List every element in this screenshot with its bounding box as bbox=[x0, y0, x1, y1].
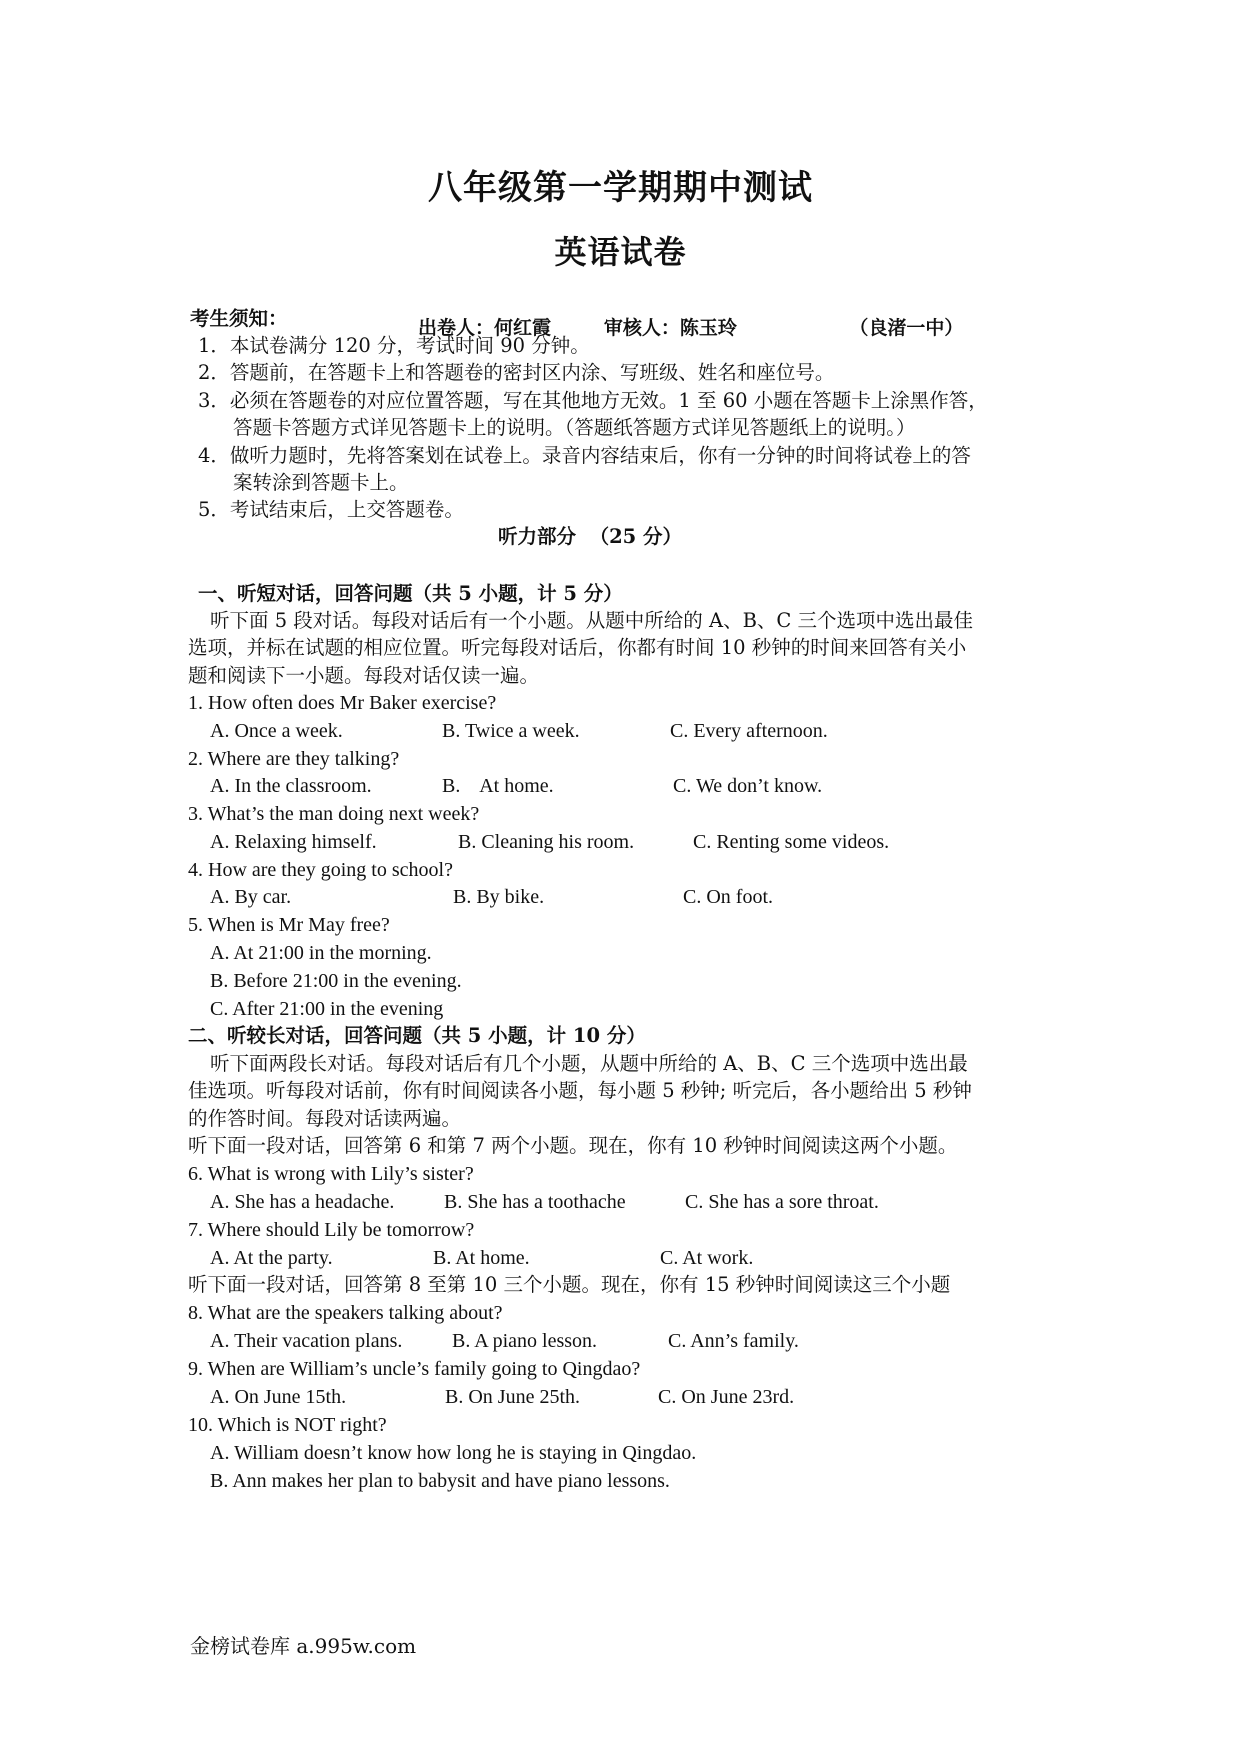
option-a: A. She has a headache. bbox=[210, 1191, 395, 1213]
notice-item: 1．本试卷满分 120 分，考试时间 90 分钟。 bbox=[198, 334, 590, 357]
option-c: C. After 21:00 in the evening bbox=[210, 998, 444, 1020]
option-b: B. Ann makes her plan to babysit and have piano lessons. bbox=[210, 1470, 670, 1492]
question: 5. When is Mr May free? bbox=[188, 914, 390, 936]
option-b: B. Cleaning his room. bbox=[458, 831, 635, 853]
question: 10. Which is NOT right? bbox=[188, 1414, 387, 1436]
section-title: 听力部分 （25 分） bbox=[498, 525, 683, 548]
option-a: A. Once a week. bbox=[210, 720, 343, 742]
option-c: C. Renting some videos. bbox=[693, 831, 890, 853]
footer-watermark: 金榜试卷库 a.995w.com bbox=[190, 1634, 417, 1658]
part2-heading: 二、听较长对话，回答问题（共 5 小题，计 10 分） bbox=[188, 1024, 646, 1047]
option-c: C. Ann’s family. bbox=[668, 1330, 799, 1352]
question: 3. What’s the man doing next week? bbox=[188, 803, 480, 825]
option-c: C. At work. bbox=[660, 1247, 754, 1269]
question: 7. Where should Lily be tomorrow? bbox=[188, 1219, 475, 1241]
option-c: C. We don’t know. bbox=[673, 775, 823, 797]
exam-subtitle: 英语试卷 bbox=[554, 233, 687, 271]
notice-heading: 考生须知： bbox=[190, 307, 288, 330]
option-a: A. At the party. bbox=[210, 1247, 333, 1269]
option-c: C. On June 23rd. bbox=[658, 1386, 795, 1408]
question: 4. How are they going to school? bbox=[188, 859, 453, 881]
option-b: B. At home. bbox=[433, 1247, 530, 1269]
part1-heading: 一、听短对话，回答问题（共 5 小题，计 5 分） bbox=[198, 582, 623, 605]
part1-intro: 题和阅读下一小题。每段对话仅读一遍。 bbox=[188, 664, 540, 687]
part1-intro: 选项，并标在试题的相应位置。听完每段对话后，你都有时间 10 秒钟的时间来回答有关小 bbox=[188, 636, 967, 659]
option-a: A. On June 15th. bbox=[210, 1386, 347, 1408]
option-b: B. At home. bbox=[442, 775, 554, 797]
part1-intro: 听下面 5 段对话。每段对话后有一个小题。从题中所给的 A、B、C 三个选项中选出最佳 bbox=[210, 609, 974, 632]
part2-intro: 佳选项。听每段对话前，你有时间阅读各小题，每小题 5 秒钟; 听完后，各小题给出 5 秒钟 bbox=[188, 1079, 972, 1102]
option-a: A. In the classroom. bbox=[210, 775, 372, 797]
question: 2. Where are they talking? bbox=[188, 748, 400, 770]
authors-line: 出卷人：何红霞 审核人：陈玉玲 （良渚一中） bbox=[418, 317, 964, 339]
option-a: A. By car. bbox=[210, 886, 292, 908]
option-a: A. At 21:00 in the morning. bbox=[210, 942, 432, 964]
option-b: B. A piano lesson. bbox=[452, 1330, 598, 1352]
part2-instruction: 听下面一段对话，回答第 8 至第 10 三个小题。现在，你有 15 秒钟时间阅读这三个小题 bbox=[188, 1273, 951, 1296]
option-b: B. By bike. bbox=[453, 886, 545, 908]
notice-item: 案转涂到答题卡上。 bbox=[233, 471, 409, 494]
option-b: B. She has a toothache bbox=[444, 1191, 626, 1213]
notice-item: 答题卡答题方式详见答题卡上的说明。（答题纸答题方式详见答题纸上的说明。） bbox=[233, 416, 916, 439]
part2-intro: 的作答时间。每段对话读两遍。 bbox=[188, 1107, 462, 1130]
option-b: B. Twice a week. bbox=[442, 720, 580, 742]
option-c: C. She has a sore throat. bbox=[685, 1191, 879, 1213]
notice-item: 5．考试结束后，上交答题卷。 bbox=[198, 498, 464, 521]
part2-instruction: 听下面一段对话，回答第 6 和第 7 两个小题。现在，你有 10 秒钟时间阅读这两个小题。 bbox=[188, 1134, 958, 1157]
notice-item: 4．做听力题时，先将答案划在试卷上。录音内容结束后，你有一分钟的时间将试卷上的答 bbox=[198, 444, 971, 467]
option-c: C. Every afternoon. bbox=[670, 720, 828, 742]
question: 1. How often does Mr Baker exercise? bbox=[188, 692, 497, 714]
notice-item: 3．必须在答题卷的对应位置答题，写在其他地方无效。1 至 60 小题在答题卡上涂黑作答， bbox=[198, 389, 988, 412]
option-b: B. Before 21:00 in the evening. bbox=[210, 970, 462, 992]
option-b: B. On June 25th. bbox=[445, 1386, 580, 1408]
part2-intro: 听下面两段长对话。每段对话后有几个小题，从题中所给的 A、B、C 三个选项中选出最 bbox=[210, 1052, 968, 1075]
option-c: C. On foot. bbox=[683, 886, 773, 908]
question: 9. When are William’s uncle’s family going to Qingdao? bbox=[188, 1358, 641, 1380]
exam-title: 八年级第一学期期中测试 bbox=[428, 168, 813, 208]
option-a: A. William doesn’t know how long he is staying in Qingdao. bbox=[210, 1442, 697, 1464]
notice-item: 2．答题前，在答题卡上和答题卷的密封区内涂、写班级、姓名和座位号。 bbox=[198, 361, 835, 384]
option-a: A. Their vacation plans. bbox=[210, 1330, 403, 1352]
question: 8. What are the speakers talking about? bbox=[188, 1302, 503, 1324]
question: 6. What is wrong with Lily’s sister? bbox=[188, 1163, 474, 1185]
option-a: A. Relaxing himself. bbox=[210, 831, 377, 853]
